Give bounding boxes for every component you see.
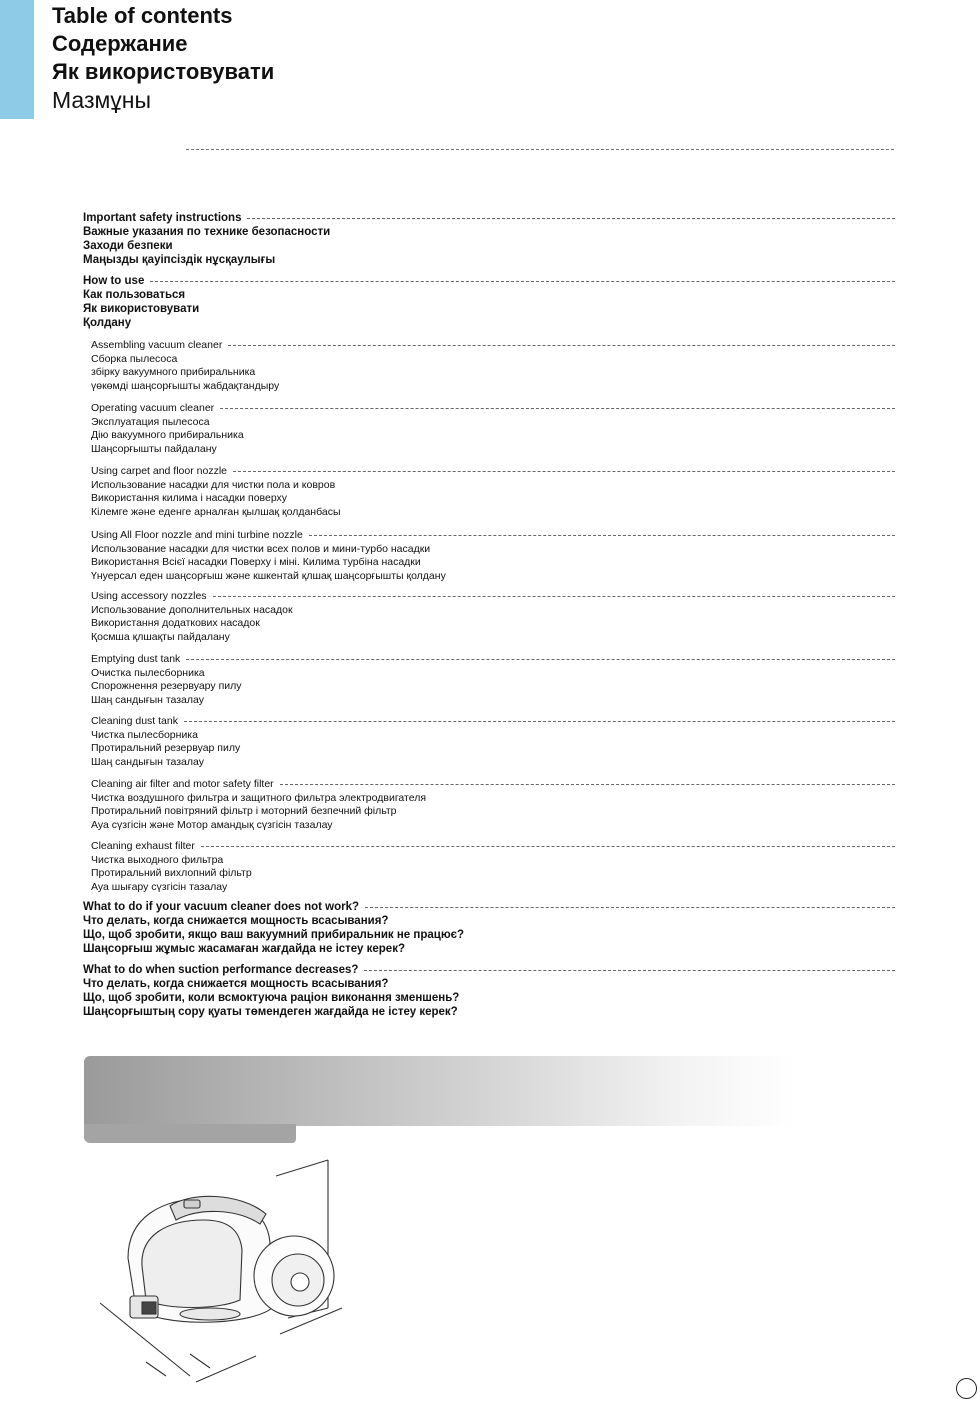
toc-entry-label-ru: Что делать, когда снижается мощность всасывания?: [83, 915, 389, 927]
toc-entry-label-ru: Что делать, когда снижается мощность всасывания?: [83, 978, 389, 990]
toc-leader-dots: [213, 596, 895, 597]
toc-entry-all-floor-turbine[interactable]: [91, 529, 895, 584]
toc-entry-operating[interactable]: [91, 402, 895, 457]
toc-entry-air-motor-filter[interactable]: [91, 778, 895, 833]
toc-leader-dots: [233, 471, 895, 472]
toc-leader-dots: [309, 535, 895, 536]
toc-leader-dots: [364, 970, 895, 971]
toc-leader-dots: [186, 659, 895, 660]
toc-entry-label-en: Important safety instructions: [83, 212, 242, 224]
page-number-circle: [956, 1378, 977, 1399]
toc-leader-dots: [247, 218, 895, 219]
toc-entry-label-kk: Шаң сандығын тазалау: [91, 756, 204, 769]
title-russian: Содержание: [52, 31, 188, 56]
title-english: Table of contents: [52, 3, 233, 28]
toc-entry-label-ru: Чистка выходного фильтра: [91, 853, 224, 866]
toc-entry-label-kk: Шаң сандығын тазалау: [91, 694, 204, 707]
toc-leader-dots: [220, 408, 895, 409]
toc-entry-label-ru: Как пользоваться: [83, 289, 186, 301]
toc-entry-label-uk: Протиральний вихлопний фільтр: [91, 867, 252, 880]
toc-entry-label-kk: Шаңсорғышты пайдалану: [91, 443, 217, 456]
toc-entry-label-uk: Використання Всієї насадки Поверху і міні. Килима турбіна насадки: [91, 556, 421, 569]
toc-entry-emptying-dust-tank[interactable]: [91, 653, 895, 708]
toc-entry-label-en: Assembling vacuum cleaner: [91, 339, 223, 351]
toc-entry-label-uk: Заходи безпеки: [83, 240, 173, 252]
toc-entry-accessory-nozzles[interactable]: [91, 590, 895, 645]
toc-entry-label-kk: үөкөмді шаңсорғышты жабдақтандыру: [91, 380, 280, 393]
toc-entry-label-en: Cleaning dust tank: [91, 715, 178, 727]
title-ukrainian: Як використовувати: [52, 59, 275, 84]
toc-entry-label-en: How to use: [83, 275, 145, 287]
toc-entry-label-kk: Кілемге және еденге арналған қылшақ қолданбасы: [91, 506, 341, 519]
toc-entry-suction-decreases[interactable]: [83, 963, 895, 1019]
toc-entry-carpet-floor-nozzle[interactable]: [91, 465, 895, 520]
toc-entry-label-ru: Чистка воздушного фильтра и защитного фильтра электродвигателя: [91, 791, 427, 804]
toc-entry-label-kk: Шаңсорғыш жұмыс жасамаған жағдайда не істеу керек?: [83, 943, 405, 955]
toc-entry-label-uk: Дію вакуумного прибиральника: [91, 429, 244, 442]
toc-entry-label-ru: Очистка пылесборника: [91, 666, 205, 679]
toc-entry-label-ru: Чистка пылесборника: [91, 728, 198, 741]
toc-entry-label-ru: Сборка пылесоса: [91, 352, 178, 365]
toc-entry-label-en: Operating vacuum cleaner: [91, 402, 215, 414]
toc-entry-label-en: Emptying dust tank: [91, 653, 181, 665]
toc-entry-label-en: Using accessory nozzles: [91, 590, 207, 602]
toc-entry-how-to-use[interactable]: [83, 274, 895, 330]
toc-entry-label-uk: Використання додаткових насадок: [91, 617, 260, 630]
toc-entry-label-uk: збірку вакуумного прибиральника: [91, 366, 256, 379]
toc-entry-label-ru: Использование насадки для чистки всех полов и мини-турбо насадки: [91, 542, 431, 555]
toc-entry-label-ru: Использование дополнительных насадок: [91, 603, 293, 616]
toc-entry-label-en: What to do when suction performance decreases?: [83, 964, 359, 976]
toc-leader-dots: [184, 721, 895, 722]
toc-entry-label-uk: Спорожнення резервуару пилу: [91, 680, 242, 693]
toc-entry-label-uk: Як використовувати: [83, 303, 200, 315]
toc-entry-label-kk: Қолдану: [83, 317, 132, 329]
toc-entry-label-uk: Використання килима і насадки поверху: [91, 492, 288, 505]
toc-entry-label-kk: Шаңсорғыштың сору қуаты төмендеген жағдайда не істеу керек?: [83, 1006, 458, 1018]
vacuum-cleaner-illustration: [80, 1158, 370, 1388]
toc-leader-dots: [201, 846, 895, 847]
toc-entry-safety[interactable]: [83, 211, 895, 267]
toc-entry-label-en: Using All Floor nozzle and mini turbine nozzle: [91, 529, 303, 541]
toc-entry-label-en: Using carpet and floor nozzle: [91, 465, 227, 477]
toc-leader-dots: [365, 907, 895, 908]
toc-entry-label-en: Cleaning air filter and motor safety filter: [91, 778, 274, 790]
toc-entry-label-uk: Протиральний резервуар пилу: [91, 742, 241, 755]
title-kazakh: Мазмұны: [52, 87, 152, 113]
banner-gradient: [84, 1056, 796, 1126]
section-banner: [84, 1056, 796, 1143]
toc-entry-label-en: What to do if your vacuum cleaner does not work?: [83, 901, 360, 913]
toc-entry-label-kk: Үнуерсал еден шаңсорғыш және кшкентай қлшақ шаңсорғышты қолдану: [91, 570, 446, 583]
toc-entry-assembling[interactable]: [91, 339, 895, 394]
section-color-tab: [0, 0, 34, 119]
toc-leader-dots: [280, 784, 895, 785]
toc-leader-dots: [228, 345, 895, 346]
toc-entry-exhaust-filter[interactable]: [91, 840, 895, 895]
page-title-block: [52, 2, 274, 114]
banner-tab: [84, 1124, 296, 1143]
header-divider: [186, 149, 894, 150]
toc-entry-label-uk: Протиральний повітряний фільтр і моторний безпечний фільтр: [91, 805, 397, 818]
toc-entry-label-kk: Қосмша қлшақты пайдалану: [91, 631, 230, 644]
toc-entry-label-en: Cleaning exhaust filter: [91, 840, 195, 852]
toc-entry-label-kk: Ауа сүзгісін және Мотор амандық сүзгісін тазалау: [91, 819, 333, 832]
toc-entry-label-uk: Що, щоб зробити, коли всмоктуюча раціон виконання зменшень?: [83, 992, 460, 1004]
toc-entry-cleaning-dust-tank[interactable]: [91, 715, 895, 770]
toc-entry-label-kk: Ауа шығару сүзгісін тазалау: [91, 881, 228, 894]
toc-entry-label-ru: Важные указания по технике безопасности: [83, 226, 331, 238]
toc-entry-label-uk: Що, щоб зробити, якщо ваш вакуумний прибиральник не працює?: [83, 929, 465, 941]
toc-entry-label-kk: Маңызды қауіпсіздік нұсқаулығы: [83, 254, 276, 266]
toc-entry-does-not-work[interactable]: [83, 900, 895, 956]
toc-entry-label-ru: Использование насадки для чистки пола и ковров: [91, 478, 336, 491]
toc-leader-dots: [150, 281, 895, 282]
toc-entry-label-ru: Эксплуатация пылесоса: [91, 415, 210, 428]
